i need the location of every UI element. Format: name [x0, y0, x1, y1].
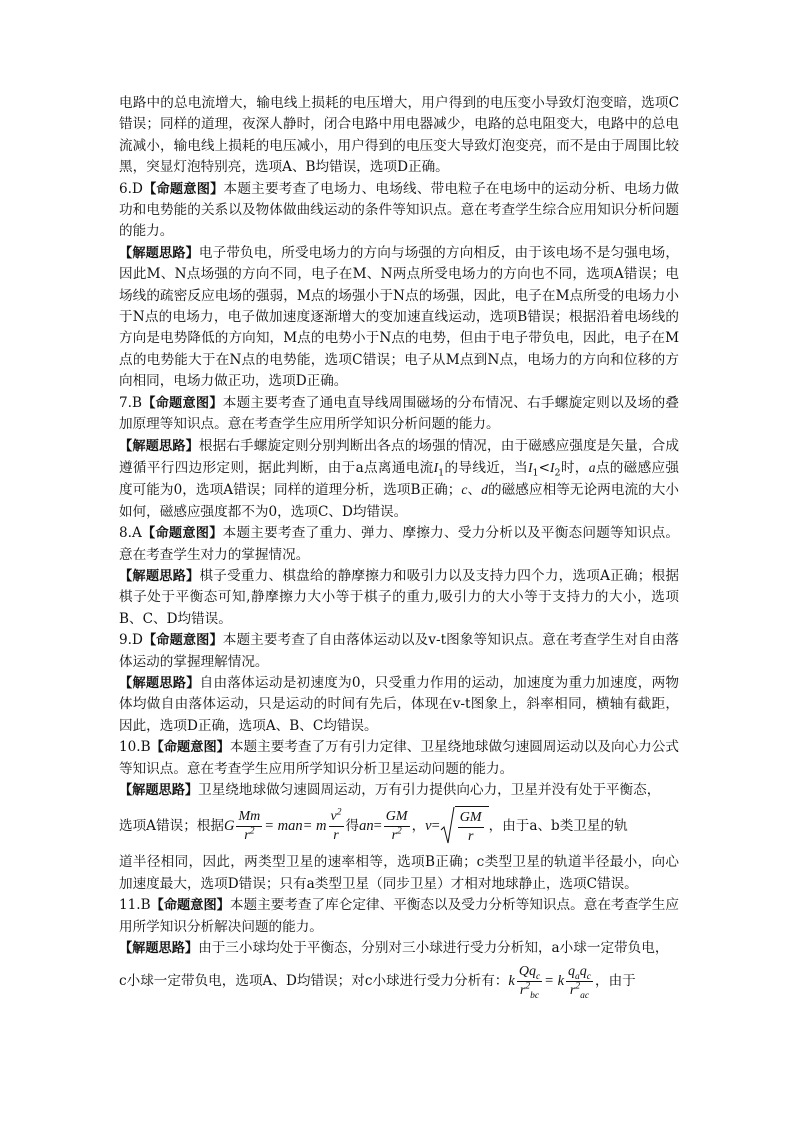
- question-8-intent: 8.A【命题意图】本题主要考查了重力、弹力、摩擦力、受力分析以及平衡态问题等知识点。意在考查学生对力的掌握情况。: [119, 525, 679, 563]
- question-9-intent: 9.D【命题意图】本题主要考查了自由落体运动以及v-t图象等知识点。意在考查学生对自由落体运动的掌握理解情况。: [119, 632, 679, 670]
- intent-label: 【命题意图】: [142, 633, 223, 649]
- formula-fraction: $\frac{GM}{r}$: [459, 810, 482, 845]
- solution-label: 【解题思路】: [119, 783, 199, 798]
- question-6-intent: 6.D【命题意图】本题主要考查了电场力、电场线、带电粒子在电场中的运动分析、电场力做功和电势能的关系以及物体做曲线运动的条件等知识点。意在考查学生综合应用知识分析问题的能力。: [119, 180, 680, 240]
- answer-page: [119, 93, 679, 1005]
- formula-fraction: $\frac{Qq_c}{r^2_{bc}}$: [518, 964, 541, 1002]
- question-10-number: 10.B: [119, 739, 151, 756]
- solution-label: 【解题思路】: [119, 568, 200, 584]
- intent-label: 【命题意图】: [150, 898, 230, 914]
- question-10-intent: 10.B【命题意图】本题主要考查了万有引力定律、卫星绕地球做匀速圆周运动以及向心力公式等知识点。意在考查学生应用所学知识分析卫星运动问题的能力。: [119, 739, 680, 777]
- formula-fraction: $\frac{GM}{r^2}$: [385, 808, 408, 843]
- solution-label: 【解题思路】: [119, 438, 199, 454]
- question-6-solution: 【解题思路】电子带负电，所受电场力的方向与场强的方向相反，由于该电场不是匀强电场，因此M、N点场强的方向不同，电子在M、N两点所受电场力的方向也不同，选项A错误；电场线的疏密反应电场的强弱，M点的场强小于N点的场强，因此，电子在M点所受的电场力小于N点的电场力，电子做加速度逐渐增大的变加速直线运动，选项B错误；根据沿着电场线的方向是电势降低的方向知，M点的电势小于N点的电势，但由于电子带负电，因此，电子在M点的电势能大于在N点的电势能，选项C错误；电子从M点到N点，电场力的方向和位移的方向相同，电场力做正功，选项D正确。: [119, 244, 679, 390]
- intent-label: 【命题意图】: [142, 181, 224, 197]
- solution-label: 【解题思路】: [119, 245, 199, 261]
- radical-sign-icon: [440, 806, 455, 846]
- question-11-formula-line: c小球一定带负电，选项A、D均错误；对c小球进行受力分析有： k $\frac{Qq_c}{r^2_{bc}}$ = k $\frac{q_aq_c}{r^2_{ac}}$ ，由于: [119, 964, 636, 1002]
- paragraph-q5-continued: 电路中的总电流增大，输电线上损耗的电压增大，用户得到的电压变小导致灯泡变暗，选项C错误；同样的道理，夜深人静时，闭合电路中用电器减少，电路的总电阻变大，电路中的总电流减小，输电线上损耗的电压减小，用户得到的电压变大导致灯泡变亮，而不是由于周围比较黑，突显灯泡特别亮，选项A、B均错误，选项D正确。: [119, 95, 679, 176]
- square-root: [440, 806, 489, 846]
- question-9-solution: 【解题思路】自由落体运动是初速度为0，只受重力作用的运动，加速度为重力加速度，两物体均做自由落体运动，只是运动的时间有先后，体现在v-t图象上，斜率相同，横轴有截距，因此，选项D正确，选项A、B、C均错误。: [119, 674, 680, 734]
- question-7-intent: 7.B【命题意图】本题主要考查了通电直导线周围磁场的分布情况、右手螺旋定则以及场的叠加原理等知识点。意在考查学生应用所学知识分析问题的能力。: [119, 394, 679, 433]
- question-11-number: 11.B: [119, 897, 151, 914]
- intent-label: 【命题意图】: [150, 740, 230, 756]
- question-11-solution: 【解题思路】由于三小球均处于平衡态，分别对三小球进行受力分析知，a小球一定带负电，: [119, 940, 669, 957]
- intent-label: 【命题意图】: [141, 526, 223, 542]
- question-8-solution: 【解题思路】棋子受重力、棋盘给的静摩擦力和吸引力以及支持力四个力，选项A正确；根据棋子处于平衡态可知,静摩擦力大小等于棋子的重力,吸引力的大小等于支持力的大小，选项B、C、D均错误。: [119, 567, 680, 627]
- question-9-number: 9.D: [119, 632, 143, 649]
- question-10-solution: 【解题思路】卫星绕地球做匀速圆周运动，万有引力提供向心力，卫星并没有处于平衡态，: [119, 782, 661, 798]
- question-8-number: 8.A: [119, 525, 142, 542]
- formula-fraction: $\frac{q_aq_c}{r^2_{ac}}$: [568, 964, 591, 1002]
- question-6-number: 6.D: [119, 180, 143, 197]
- question-10-solution-continued: 道半径相同，因此，两类型卫星的速率相等，选项B正确；c类型卫星的轨道半径最小，向心加速度最大，选项D错误；只有a类型卫星（同步卫星）才相对地球静止，选项C错误。: [119, 854, 679, 892]
- solution-label: 【解题思路】: [119, 941, 199, 957]
- question-11-intent: 11.B【命题意图】本题主要考查了库仑定律、平衡态以及受力分析等知识点。意在考查学生应用所学知识分析解决问题的能力。: [119, 897, 680, 935]
- intent-label: 【命题意图】: [141, 395, 223, 411]
- formula-fraction: $\frac{Mm}{r^2}$: [238, 808, 261, 843]
- formula-fraction: $\frac{v^2}{r}$: [330, 807, 342, 843]
- question-7-number: 7.B: [119, 394, 142, 411]
- solution-label: 【解题思路】: [119, 675, 200, 691]
- question-10-formula-line: 选项A错误；根据 G $\frac{Mm}{r^2}$ = ma n = m $\frac{v^2}{r}$ 得 a n = $\frac{GM}{r^2}$ ， v = $\frac{GM}{r}$ ，由于a、b类卫星的轨: [119, 807, 628, 845]
- question-7-solution: 【解题思路】根据右手螺旋定则分别判断出各点的场强的情况，由于磁感应强度是矢量，合成遵循平行四边形定则，据此判断，由于a点离通电流$I_1$的导线近，当$I_1<I_2$时，a点的磁感应强度可能为0，选项A错误；同样的道理分析，选项B正确；c、d的磁感应相等无论两电流的大小如何，磁感应强度都不为0，选项C、D均错误。: [119, 437, 679, 520]
